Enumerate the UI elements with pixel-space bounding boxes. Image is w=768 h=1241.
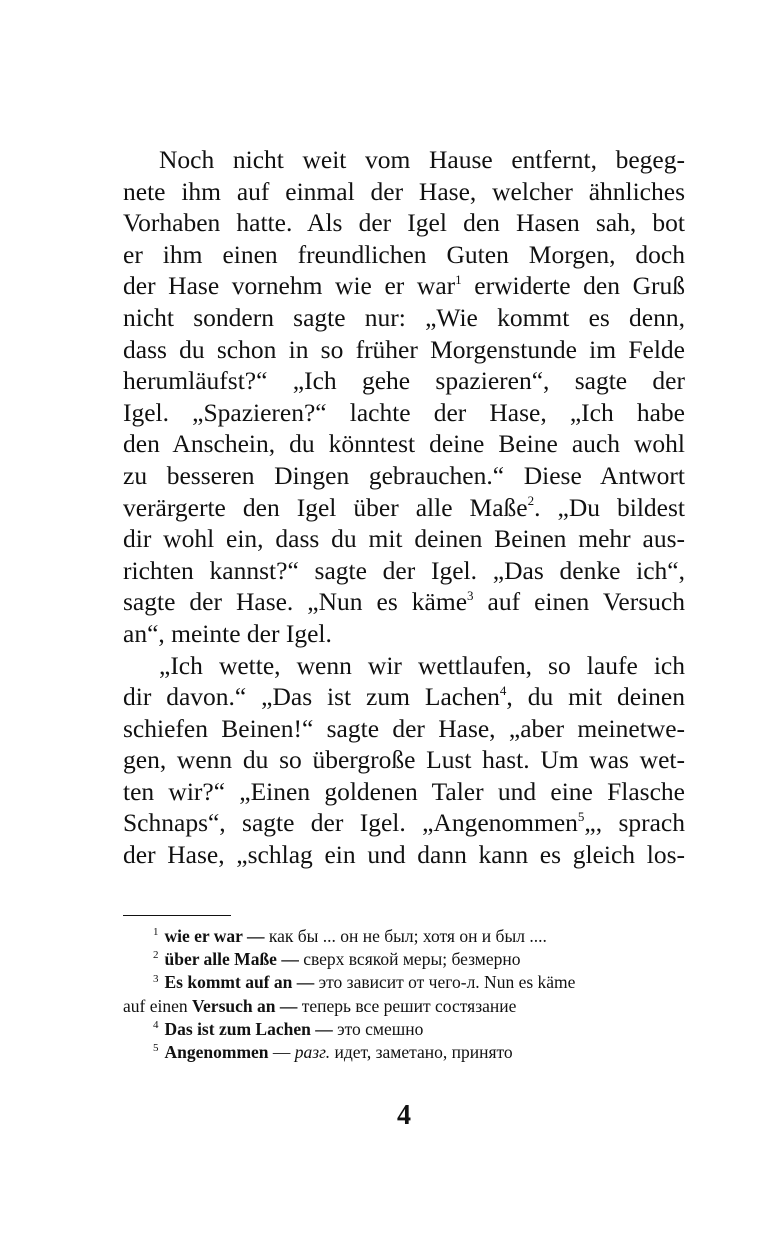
footnote-ref-4: 4 xyxy=(499,682,507,698)
text-segment: „, sprach xyxy=(584,808,685,838)
footnote-text: как бы ... он не был; хотя он и был .... xyxy=(268,926,547,946)
footnote-term: Das ist zum Lachen xyxy=(164,1018,311,1039)
footnote-term: Versuch an xyxy=(192,995,276,1016)
text-line: den Anschein, du könntest deine Beine auch wohl xyxy=(123,429,685,459)
footnote-ref-2: 2 xyxy=(527,493,535,509)
footnote-number: 2 xyxy=(153,949,159,962)
footnote-dash: — xyxy=(310,1018,338,1039)
main-text xyxy=(123,144,685,871)
text-line: dass du schon in so früher Morgenstunde im Felde xyxy=(123,334,685,364)
paragraph-1 xyxy=(123,144,685,650)
footnote-text: идет, заметано, принято xyxy=(330,1042,513,1063)
text-line: dir wohl ein, dass du mit deinen Beinen mehr aus- xyxy=(123,524,685,554)
footnote-dash: — xyxy=(268,1042,295,1063)
text-line: gen, wenn du so übergroße Lust hast. Um was wet- xyxy=(123,745,685,775)
footnote-number: 3 xyxy=(153,972,159,985)
text-line xyxy=(123,807,685,839)
footnote-text: это зависит от чего-л. Nun es käme xyxy=(318,972,576,993)
footnote-3-continued xyxy=(123,995,693,1018)
text-line: der Hase, „schlag ein und dann kann es gleich los- xyxy=(123,840,685,870)
footnote-1 xyxy=(123,925,693,948)
footnote-number: 1 xyxy=(153,926,159,939)
footnote-5 xyxy=(123,1041,693,1064)
text-segment: . „Du bildest xyxy=(534,492,685,522)
footnote-ref-5: 5 xyxy=(577,808,585,824)
footnote-term: wie er war xyxy=(164,926,243,946)
footnote-text: сверх всякой меры; безмерно xyxy=(303,949,521,970)
footnote-4 xyxy=(123,1018,693,1041)
text-segment: verärgerte den Igel über alle Maße xyxy=(123,492,528,522)
text-line: „Ich wette, wenn wir wettlaufen, so laufe ich xyxy=(159,650,685,680)
text-line: Noch nicht weit vom Hause entfernt, begeg- xyxy=(159,145,685,174)
paragraph-2 xyxy=(123,650,685,871)
footnote-term: Angenommen xyxy=(164,1042,269,1063)
text-segment: der Hase vornehm wie er war xyxy=(123,271,456,301)
text-segment: , du mit deinen xyxy=(506,682,685,712)
text-line: nicht sondern sagte nur: „Wie kommt es denn, xyxy=(123,302,685,332)
text-line: Igel. „Spazieren?“ lachte der Hase, „Ich habe xyxy=(123,397,685,427)
text-line: zu besseren Dingen gebrauchen.“ Diese Antwort xyxy=(123,460,685,490)
text-line: richten kannst?“ sagte der Igel. „Das denke ich“, xyxy=(123,555,685,585)
footnote-2 xyxy=(123,948,693,971)
text-line: nete ihm auf einmal der Hase, welcher ähnliches xyxy=(123,176,685,206)
footnote-ref-3: 3 xyxy=(467,587,474,603)
text-segment: erwiderte den Gruß xyxy=(461,271,685,301)
text-line: an“, meinte der Igel. xyxy=(123,618,332,648)
text-line: herumläufst?“ „Ich gehe spazieren“, sagte der xyxy=(123,366,685,396)
footnote-dash: — xyxy=(275,995,302,1016)
text-line: er ihm einen freundlichen Guten Morgen, doch xyxy=(123,239,685,269)
footnote-term: Es kommt auf an xyxy=(164,972,293,993)
footnote-dash: — xyxy=(276,949,304,970)
text-line: Vorhaben hatte. Als der Igel den Hasen sah, bot xyxy=(123,208,685,238)
footnote-number: 4 xyxy=(153,1018,159,1031)
footnote-term: über alle Maße xyxy=(164,949,277,970)
footnote-divider xyxy=(123,915,231,916)
text-segment: dir davon.“ „Das ist zum Lachen xyxy=(123,682,500,712)
footnote-text: теперь все решит состязание xyxy=(301,995,517,1016)
footnote-text: auf einen xyxy=(123,995,192,1016)
footnote-ref-1: 1 xyxy=(455,271,462,287)
text-line: ten wir?“ „Einen goldenen Taler und eine Flasche xyxy=(123,776,685,806)
footnote-text: это смешно xyxy=(337,1018,424,1039)
page-number: 4 xyxy=(397,1100,411,1131)
text-line xyxy=(123,270,685,302)
text-line xyxy=(123,681,685,713)
text-line xyxy=(123,586,685,618)
footnote-italic: разг. xyxy=(294,1042,331,1063)
text-segment: Schnaps“, sagte der Igel. „Angenommen xyxy=(123,808,578,838)
text-line: schiefen Beinen!“ sagte der Hase, „aber meinetwe- xyxy=(123,713,685,743)
footnotes xyxy=(123,925,693,1064)
footnote-dash: — xyxy=(292,972,319,993)
text-line xyxy=(123,492,685,524)
footnote-number: 5 xyxy=(153,1042,159,1055)
footnote-dash: — xyxy=(242,926,269,946)
footnote-3 xyxy=(123,971,693,994)
text-segment: sagte der Hase. „Nun es käme xyxy=(123,587,468,617)
text-segment: auf einen Versuch xyxy=(473,587,685,617)
